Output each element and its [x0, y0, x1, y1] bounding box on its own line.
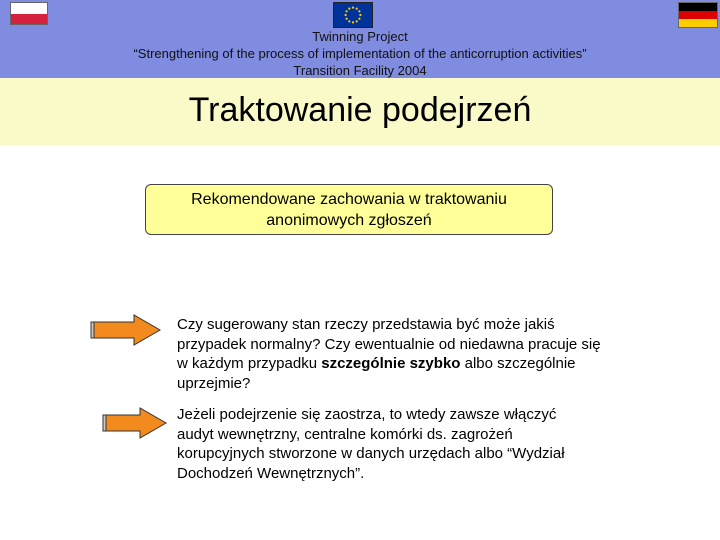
arrow-right-icon [102, 407, 168, 439]
page-title: Traktowanie podejrzeń [188, 91, 532, 129]
bullet-text-1 [177, 315, 607, 393]
callout-line-1: Rekomendowane zachowania w traktowaniu [191, 191, 507, 208]
project-subtitle: “Strengthening of the process of implementation of the anticorruption activities” [133, 46, 587, 61]
arrow-right-icon [90, 314, 162, 346]
bullet-text-2: Jeżeli podejrzenie się zaostrza, to wtedy zawsze włączyć audyt wewnętrzny, centralne komórki ds. zagrożeń korupcyjnych stworzone w danych urzędach albo “Wydział Dochodzeń Wewnętrznych”. [177, 406, 565, 482]
bullet-1-bold-text: szczególnie szybko [321, 355, 461, 372]
callout-box [145, 184, 553, 235]
callout-line-2: anonimowych zgłoszeń [266, 212, 432, 229]
header-bar [0, 0, 720, 78]
germany-flag-icon [678, 2, 718, 28]
poland-flag-icon [10, 2, 48, 25]
bullet-1-text-start: Czy sugerowany stan rzeczy przedstawia być może jakiś przypadek normalny? Czy ewentualnie od niedawna pracuje się w każdym przypadku [177, 316, 601, 372]
project-facility: Transition Facility 2004 [293, 63, 427, 78]
project-header [0, 28, 720, 79]
bullet-1-text-end: albo szczególnie uprzejmie? [177, 355, 576, 392]
project-name: Twinning Project [312, 29, 408, 44]
eu-flag-icon [333, 2, 373, 28]
